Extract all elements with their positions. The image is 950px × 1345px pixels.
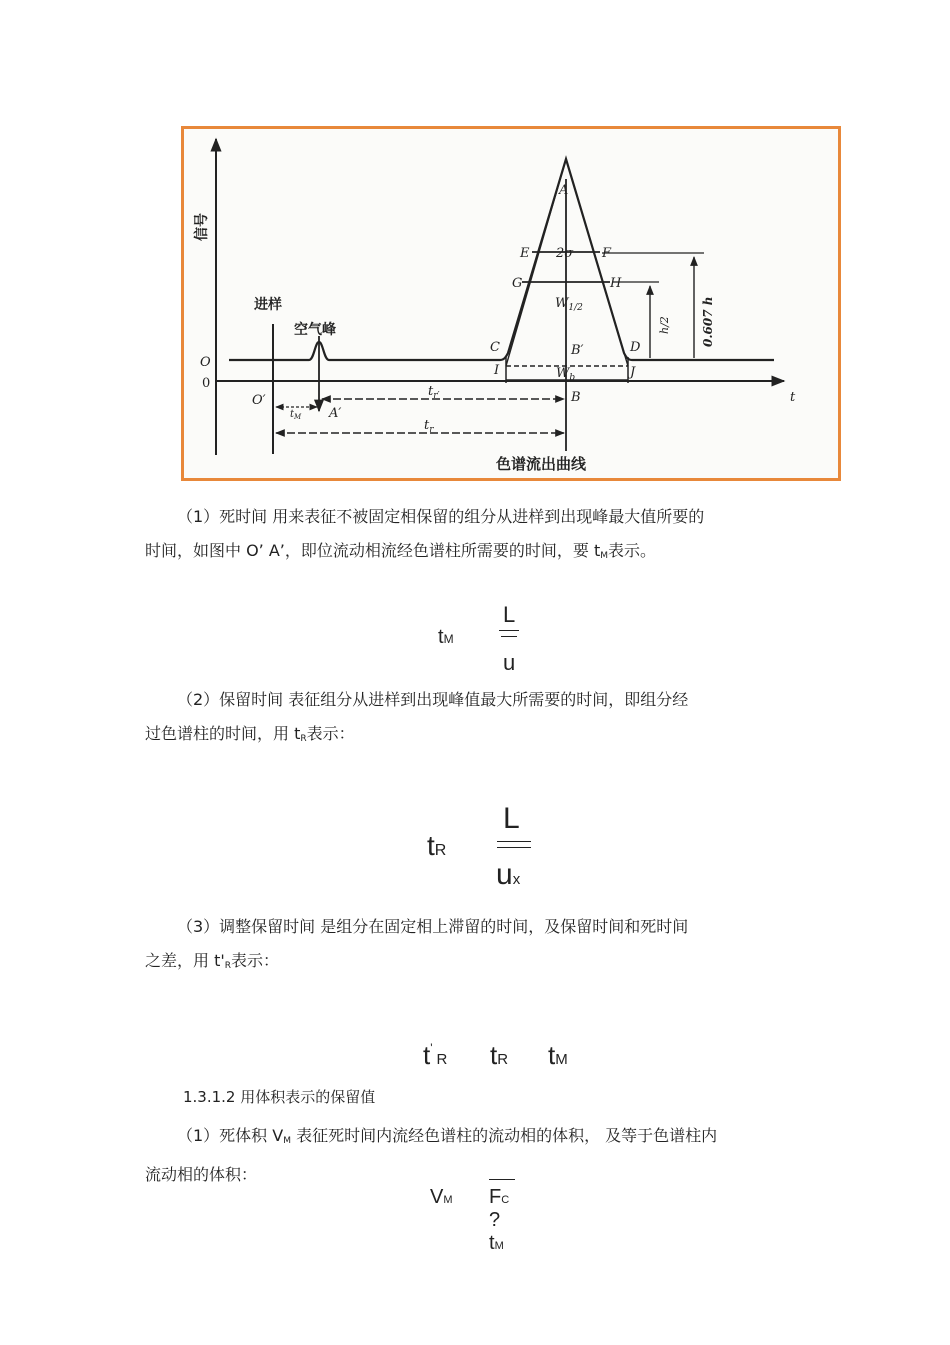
paragraph-retention-time — [145, 683, 805, 756]
point-f: F — [602, 246, 612, 261]
paragraph-adjusted-retention — [145, 910, 805, 983]
p1-line1: （1）死时间 用来表征不被固定相保留的组分从进样到出现峰最大值所要的 — [177, 507, 705, 526]
w-half-label: $W_{1/2}$ — [555, 296, 583, 313]
paragraph-dead-time — [145, 500, 805, 573]
f4-lhs: VM — [430, 1186, 453, 1208]
point-a: A — [559, 183, 569, 198]
point-op: O′ — [252, 393, 266, 408]
point-e: E — [520, 246, 530, 261]
paragraph-dead-volume — [145, 1119, 805, 1192]
f1-lhs: tM — [438, 626, 454, 648]
f1-bar2 — [501, 636, 517, 637]
f4-rhs: FC ?tM — [489, 1186, 510, 1254]
chromatogram-figure — [181, 126, 841, 481]
tangent-right — [566, 159, 628, 366]
p3-line1: （3）调整保留时间 是组分在固定相上滞留的时间，及保留时间和死时间 — [177, 917, 689, 936]
f1-num: L — [503, 602, 516, 627]
t-axis-label: t — [790, 390, 796, 405]
chromatogram-svg — [184, 129, 838, 478]
p1-line2: 时间，如图中 O’ A’，即位流动相流经色谱柱所需要的时间，要 $t_M$表示。 — [145, 541, 657, 561]
f3-a: t'R — [423, 1040, 448, 1070]
section-heading: 1.3.1.2 用体积表示的保留值 — [183, 1088, 376, 1106]
f2-bar2 — [497, 847, 531, 848]
half-h-label: h/2 — [658, 316, 671, 334]
point-g: G — [512, 276, 523, 291]
tr-label: $t_r$ — [424, 418, 434, 435]
f1-den: u — [503, 650, 516, 675]
point-i: I — [494, 363, 500, 378]
point-c: C — [490, 340, 500, 355]
origin-o: O — [200, 355, 211, 370]
f2-bar — [497, 841, 531, 842]
y-axis-label: 信号 — [194, 213, 210, 241]
f4-overline — [489, 1179, 515, 1180]
point-ap: A′ — [329, 406, 342, 421]
f2-lhs: tR — [427, 830, 447, 861]
air-peak-label: 空气峰 — [294, 322, 336, 338]
point-d: D — [630, 340, 641, 355]
point-bp: B′ — [571, 343, 584, 358]
figure-caption: 色谱流出曲线 — [496, 455, 587, 473]
sigma-label: 2σ — [556, 246, 574, 261]
p4-line1: （1）死体积 $V_M$ 表征死时间内流经色谱柱的流动相的体积， 及等于色谱柱内 — [177, 1126, 718, 1146]
wb-label: $W_b$ — [556, 366, 576, 383]
f2-num: L — [503, 802, 520, 835]
point-b: B — [571, 390, 581, 405]
f2-den: ux — [496, 858, 521, 891]
f3-b: tR — [490, 1040, 509, 1070]
h-label: 0.607 h — [701, 296, 715, 347]
tm-label: $t_M$ — [290, 409, 302, 421]
f1-bar — [499, 630, 519, 631]
tr-prime-label: $t_{r'}$ — [428, 384, 440, 401]
p2-line1: （2）保留时间 表征组分从进样到出现峰值最大所需要的时间，即组分经 — [177, 690, 689, 709]
point-h: H — [610, 276, 622, 291]
origin-zero: 0 — [202, 376, 211, 391]
inject-label: 进样 — [254, 297, 282, 313]
point-j: J — [630, 365, 636, 380]
f3-c: tM — [548, 1040, 568, 1070]
p4-line2: 流动相的体积： — [145, 1165, 258, 1184]
p3-line2: 之差，用 $t'_R$表示： — [145, 951, 280, 971]
p2-line2: 过色谱柱的时间，用 $t_R$表示： — [145, 724, 355, 744]
